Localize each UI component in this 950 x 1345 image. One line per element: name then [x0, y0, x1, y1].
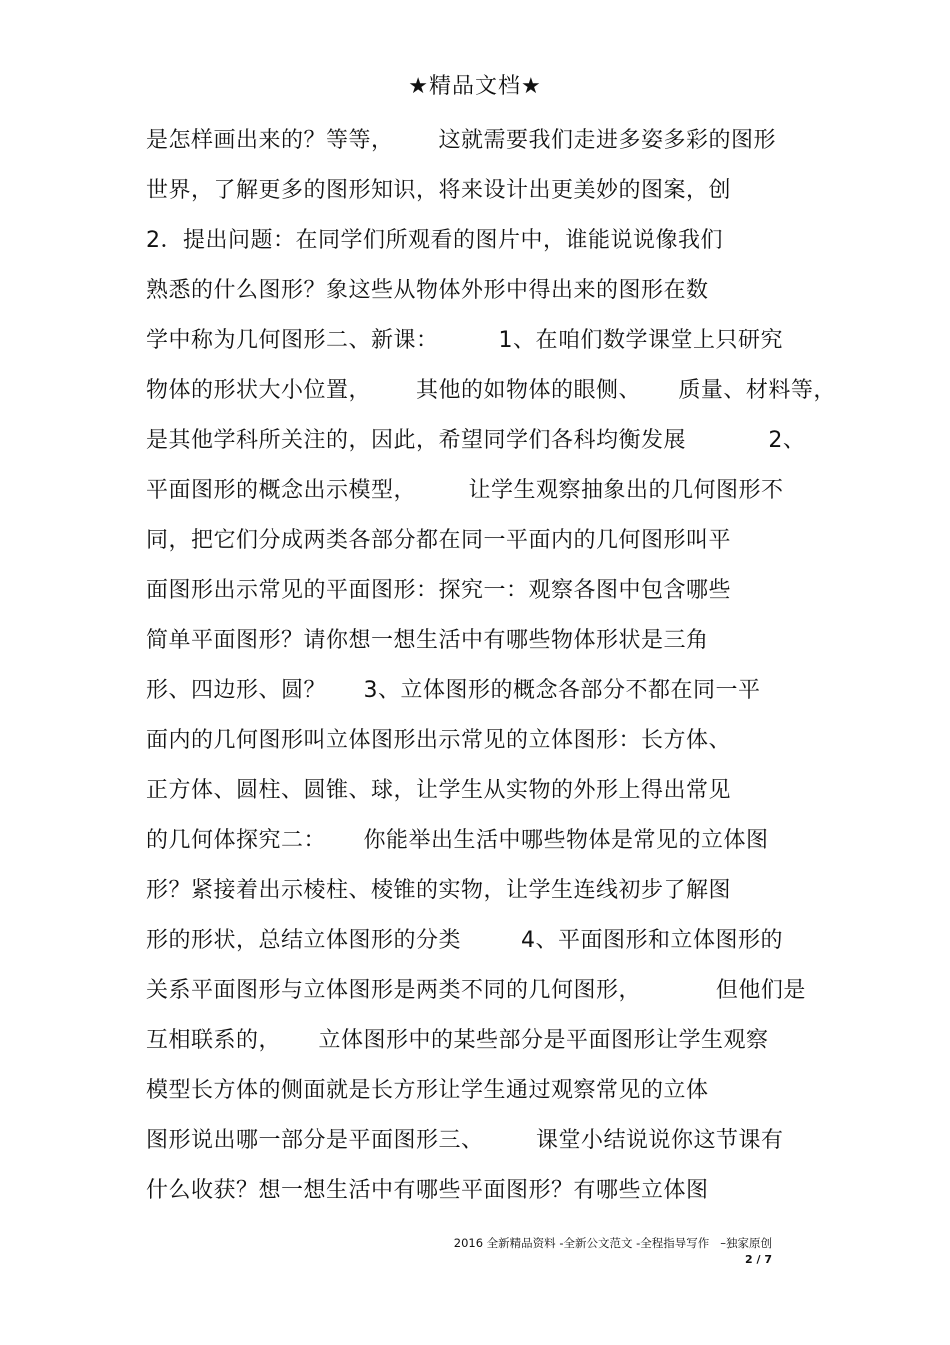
- text-line: 熟悉的什么图形？象这些从物体外形中得出来的图形在数: [146, 278, 709, 303]
- page-header-title: ★精品文档★: [408, 74, 542, 99]
- text-line: 的几何体探究二： 你能举出生活中哪些物体是常见的立体图: [146, 828, 769, 853]
- text-line: 面内的几何图形叫立体图形出示常见的立体图形：长方体、: [146, 728, 732, 753]
- text-line: 是怎样画出来的？等等， 这就需要我们走进多姿多彩的图形: [146, 128, 776, 153]
- text-line: 是其他学科所关注的，因此，希望同学们各科均衡发展 2、: [146, 428, 806, 453]
- page-number: 2 / 7: [745, 1253, 772, 1266]
- text-line: 平面图形的概念出示模型， 让学生观察抽象出的几何图形不: [146, 478, 784, 503]
- text-line: 模型长方体的侧面就是长方形让学生通过观察常见的立体: [146, 1078, 709, 1103]
- text-line: 面图形出示常见的平面图形：探究一：观察各图中包含哪些: [146, 578, 732, 603]
- text-line: 正方体、圆柱、圆锥、球，让学生从实物的外形上得出常见: [146, 778, 732, 803]
- text-line: 世界，了解更多的图形知识，将来设计出更美妙的图案，创: [146, 178, 732, 203]
- text-line: 什么收获？想一想生活中有哪些平面图形？有哪些立体图: [146, 1178, 709, 1203]
- text-line: 互相联系的， 立体图形中的某些部分是平面图形让学生观察: [146, 1028, 769, 1053]
- text-line: 图形说出哪一部分是平面图形三、 课堂小结说说你这节课有: [146, 1128, 784, 1153]
- text-line: 形、四边形、圆？ 3、立体图形的概念各部分不都在同一平: [146, 678, 761, 703]
- text-line: 形的形状，总结立体图形的分类 4、平面图形和立体图形的: [146, 928, 783, 953]
- text-line: 形？紧接着出示棱柱、棱锥的实物，让学生连线初步了解图: [146, 878, 732, 903]
- text-line: 简单平面图形？请你想一想生活中有哪些物体形状是三角: [146, 628, 709, 653]
- page-footer-text: 2016 全新精品资料 -全新公文范文 -全程指导写作 –独家原创: [453, 1236, 772, 1250]
- text-line: 同，把它们分成两类各部分都在同一平面内的几何图形叫平: [146, 528, 732, 553]
- text-line: 学中称为几何图形二、新课： 1、在咱们数学课堂上只研究: [146, 328, 783, 353]
- text-line: 2．提出问题：在同学们所观看的图片中，谁能说说像我们: [146, 228, 723, 253]
- text-line: 关系平面图形与立体图形是两类不同的几何图形， 但他们是: [146, 978, 806, 1003]
- text-line: 物体的形状大小位置， 其他的如物体的眼侧、 质量、材料等，: [146, 378, 836, 403]
- body-text: [146, 125, 836, 1225]
